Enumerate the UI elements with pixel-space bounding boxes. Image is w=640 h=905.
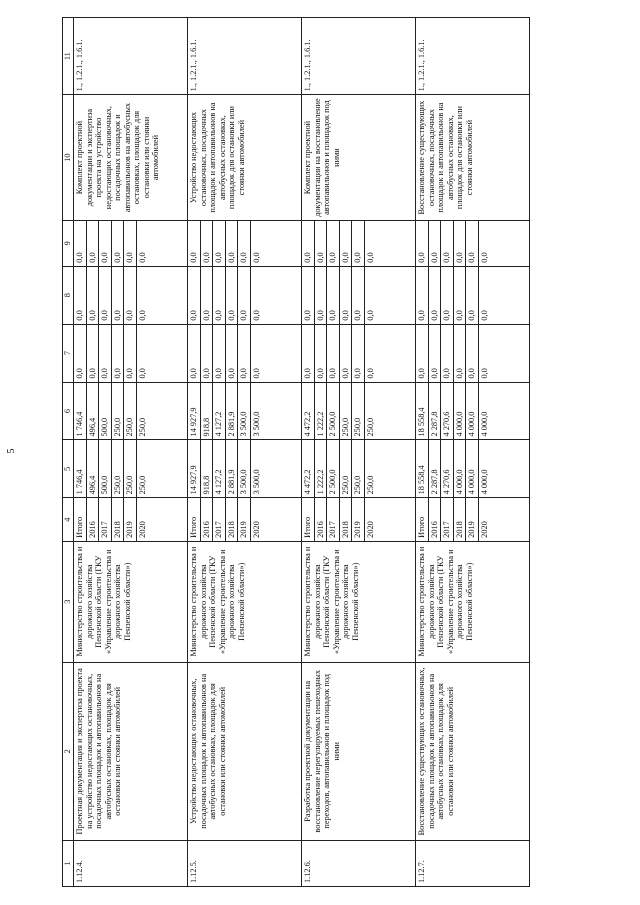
local-budget-value: 0,0 (454, 267, 467, 324)
year-list-value: 2020 (365, 521, 375, 538)
extra-budget-value: 0,0 (315, 221, 328, 266)
regional-budget-value: 4 000,0 (454, 383, 467, 440)
extra-budget-value: 0,0 (112, 221, 125, 266)
total-funding-value: 18 558,4 (416, 440, 429, 497)
header-col-4: 4 (63, 498, 74, 541)
regional-budget-value: 4 270,6 (441, 383, 454, 440)
header-col-10: 10 (63, 95, 74, 221)
header-col-6: 6 (63, 382, 74, 440)
federal-budget (188, 324, 302, 382)
total-funding-value: 4 000,0 (479, 469, 489, 495)
executor-cell: Министерство строительства и дорожного хозяйства Пензенской области (ГКУ «Управление строительства и дорожного хозяйства Пензенской области») (416, 541, 530, 662)
federal-budget-value: 0,0 (87, 325, 100, 382)
federal-budget-value: 0,0 (251, 368, 261, 379)
local-budget-value: 0,0 (124, 267, 137, 324)
regional-budget-value: 3 500,0 (251, 411, 261, 437)
local-budget-value: 0,0 (99, 267, 112, 324)
measure-name: Устройство недостающих остановочных, посадочных площадок и автопавильонов на автобусных остановках, площадок для остановки или стоянки автомобилей (188, 662, 302, 841)
header-col-8: 8 (63, 266, 74, 324)
total-funding-value: 2 881,9 (226, 440, 239, 497)
federal-budget-value: 0,0 (327, 325, 340, 382)
year-list-value: Итого (188, 498, 201, 540)
indicator-ref: 1., 1.2.1., 1.6.1. (416, 18, 530, 95)
program-table (62, 17, 530, 887)
expected-result: Восстановление существующих остановочных, посадочных площадок и автопавильонов на автобусных остановках, площадок для остановки или стоянки автомобилей (416, 95, 530, 221)
extra-budget-value: 0,0 (441, 221, 454, 266)
total-funding-value: 3 500,0 (238, 440, 251, 497)
year-list-value: 2016 (87, 498, 100, 540)
year-list-value: 2020 (137, 521, 147, 538)
row-number: 1.12.7. (416, 841, 530, 887)
extra-budget-value: 0,0 (466, 221, 479, 266)
total-funding-value: 3 500,0 (251, 469, 261, 495)
measure-name: Разработка проектной документации на восстановление нерегулируемых пешеходных переходов, автопавильонов и площадок под ними (302, 662, 416, 841)
year-list-value: 2018 (226, 498, 239, 540)
extra-budget-value: 0,0 (238, 221, 251, 266)
extra-budget (302, 220, 416, 266)
total-funding-value: 4 127,2 (213, 440, 226, 497)
year-list-value: 2017 (327, 498, 340, 540)
header-col-3: 3 (63, 541, 74, 662)
local-budget-value: 0,0 (238, 267, 251, 324)
document-sheet (40, 0, 640, 883)
indicator-ref: 1., 1.2.1., 1.6.1. (74, 18, 188, 95)
indicator-ref: 1., 1.2.1., 1.6.1. (188, 18, 302, 95)
year-list-value: 2018 (340, 498, 353, 540)
year-list-value: 2020 (479, 521, 489, 538)
total-funding (74, 440, 188, 498)
federal-budget-value: 0,0 (238, 325, 251, 382)
federal-budget-value: 0,0 (99, 325, 112, 382)
rotated-page (40, 0, 640, 905)
regional-budget (416, 382, 530, 440)
total-funding-value: 500,0 (99, 440, 112, 497)
extra-budget-value: 0,0 (327, 221, 340, 266)
federal-budget-value: 0,0 (112, 325, 125, 382)
total-funding-value: 250,0 (112, 440, 125, 497)
federal-budget (74, 324, 188, 382)
year-list-value: 2016 (315, 498, 328, 540)
year-list-value: Итого (416, 498, 429, 540)
row-number: 1.12.6. (302, 841, 416, 887)
year-list-value: 2020 (251, 521, 261, 538)
total-funding (188, 440, 302, 498)
total-funding-value: 4 270,6 (441, 440, 454, 497)
regional-budget-value: 2 287,8 (429, 383, 442, 440)
extra-budget (416, 220, 530, 266)
total-funding-value: 250,0 (137, 475, 147, 495)
local-budget (416, 266, 530, 324)
local-budget-value: 0,0 (315, 267, 328, 324)
federal-budget (416, 324, 530, 382)
federal-budget (302, 324, 416, 382)
extra-budget (74, 220, 188, 266)
regional-budget-value: 496,4 (87, 383, 100, 440)
extra-budget-value: 0,0 (352, 221, 365, 266)
year-list-value: Итого (302, 498, 315, 540)
page-number: 5 (6, 448, 17, 454)
local-budget-value: 0,0 (112, 267, 125, 324)
local-budget-value: 0,0 (479, 310, 489, 321)
regional-budget-value: 4 000,0 (479, 411, 489, 437)
federal-budget-value: 0,0 (416, 325, 429, 382)
extra-budget-value: 0,0 (188, 221, 201, 266)
federal-budget-value: 0,0 (315, 325, 328, 382)
regional-budget-value: 18 558,4 (416, 383, 429, 440)
table-row (74, 18, 188, 887)
local-budget-value: 0,0 (226, 267, 239, 324)
extra-budget-value: 0,0 (454, 221, 467, 266)
regional-budget-value: 4 000,0 (466, 383, 479, 440)
regional-budget-value: 250,0 (137, 417, 147, 437)
federal-budget-value: 0,0 (454, 325, 467, 382)
year-list-value: 2019 (352, 498, 365, 540)
federal-budget-value: 0,0 (226, 325, 239, 382)
local-budget-value: 0,0 (441, 267, 454, 324)
total-funding-value: 250,0 (340, 440, 353, 497)
total-funding-value: 4 472,2 (302, 440, 315, 497)
regional-budget-value: 2 881,9 (226, 383, 239, 440)
local-budget-value: 0,0 (340, 267, 353, 324)
regional-budget-value: 250,0 (340, 383, 353, 440)
local-budget-value: 0,0 (137, 310, 147, 321)
regional-budget (302, 382, 416, 440)
total-funding-value: 250,0 (124, 440, 137, 497)
local-budget-value: 0,0 (352, 267, 365, 324)
year-list-value: Итого (74, 498, 87, 540)
local-budget-value: 0,0 (251, 310, 261, 321)
regional-budget-value: 4 472,2 (302, 383, 315, 440)
regional-budget-value: 2 500,0 (327, 383, 340, 440)
header-col-7: 7 (63, 324, 74, 382)
regional-budget-value: 250,0 (365, 417, 375, 437)
extra-budget-value: 0,0 (99, 221, 112, 266)
year-list-value: 2017 (441, 498, 454, 540)
regional-budget-value: 918,8 (201, 383, 214, 440)
extra-budget-value: 0,0 (416, 221, 429, 266)
year-list-value: 2016 (429, 498, 442, 540)
year-list (302, 498, 416, 541)
federal-budget-value: 0,0 (479, 368, 489, 379)
extra-budget-value: 0,0 (479, 252, 489, 263)
extra-budget-value: 0,0 (226, 221, 239, 266)
total-funding-value: 250,0 (352, 440, 365, 497)
regional-budget-value: 250,0 (352, 383, 365, 440)
local-budget-value: 0,0 (466, 267, 479, 324)
header-col-5: 5 (63, 440, 74, 498)
federal-budget-value: 0,0 (124, 325, 137, 382)
local-budget-value: 0,0 (302, 267, 315, 324)
regional-budget-value: 1 746,4 (74, 383, 87, 440)
year-list (74, 498, 188, 541)
row-number: 1.12.5. (188, 841, 302, 887)
year-list-value: 2019 (466, 498, 479, 540)
table-row (188, 18, 302, 887)
regional-budget-value: 250,0 (124, 383, 137, 440)
extra-budget (188, 220, 302, 266)
year-list-value: 2018 (112, 498, 125, 540)
local-budget-value: 0,0 (87, 267, 100, 324)
federal-budget-value: 0,0 (201, 325, 214, 382)
regional-budget-value: 500,0 (99, 383, 112, 440)
total-funding-value: 496,4 (87, 440, 100, 497)
regional-budget (74, 382, 188, 440)
extra-budget-value: 0,0 (429, 221, 442, 266)
total-funding-value: 4 000,0 (454, 440, 467, 497)
year-list (188, 498, 302, 541)
total-funding-value: 4 000,0 (466, 440, 479, 497)
row-number: 1.12.4. (74, 841, 188, 887)
measure-name: Восстановление существующих остановочных, посадочных площадок и автопавильонов на автобусных остановках, площадок для остановки или стоянки автомобилей (416, 662, 530, 841)
local-budget-value: 0,0 (74, 267, 87, 324)
local-budget-value: 0,0 (365, 310, 375, 321)
extra-budget-value: 0,0 (137, 252, 147, 263)
federal-budget-value: 0,0 (340, 325, 353, 382)
table-row (302, 18, 416, 887)
total-funding (416, 440, 530, 498)
extra-budget-value: 0,0 (74, 221, 87, 266)
local-budget-value: 0,0 (201, 267, 214, 324)
federal-budget-value: 0,0 (429, 325, 442, 382)
federal-budget-value: 0,0 (302, 325, 315, 382)
federal-budget-value: 0,0 (137, 368, 147, 379)
federal-budget-value: 0,0 (213, 325, 226, 382)
year-list-value: 2017 (99, 498, 112, 540)
extra-budget-value: 0,0 (251, 252, 261, 263)
regional-budget-value: 3 500,0 (238, 383, 251, 440)
measure-name: Проектная документация и экспертиза проекта на устройство недостающих остановочных, посадочных площадок и автопавильонов на автобусных остановках, площадок для остановки или стоянки автомобилей (74, 662, 188, 841)
header-row (63, 18, 74, 887)
header-col-9: 9 (63, 220, 74, 266)
extra-budget-value: 0,0 (87, 221, 100, 266)
total-funding-value: 2 500,0 (327, 440, 340, 497)
executor-cell: Министерство строительства и дорожного хозяйства Пензенской области (ГКУ «Управление строительства и дорожного хозяйства Пензенской области») (74, 541, 188, 662)
total-funding-value: 250,0 (365, 475, 375, 495)
local-budget-value: 0,0 (213, 267, 226, 324)
regional-budget-value: 4 127,2 (213, 383, 226, 440)
expected-result: Устройство недостающих остановочных, посадочных площадок и автопавильонов на автобусных остановках, площадок для остановки или стоянки автомобилей (188, 95, 302, 221)
federal-budget-value: 0,0 (188, 325, 201, 382)
table-body (74, 18, 530, 887)
federal-budget-value: 0,0 (74, 325, 87, 382)
federal-budget-value: 0,0 (441, 325, 454, 382)
federal-budget-value: 0,0 (365, 368, 375, 379)
total-funding-value: 918,8 (201, 440, 214, 497)
extra-budget-value: 0,0 (213, 221, 226, 266)
total-funding (302, 440, 416, 498)
local-budget-value: 0,0 (416, 267, 429, 324)
federal-budget-value: 0,0 (352, 325, 365, 382)
year-list-value: 2018 (454, 498, 467, 540)
local-budget-value: 0,0 (188, 267, 201, 324)
year-list-value: 2019 (238, 498, 251, 540)
extra-budget-value: 0,0 (201, 221, 214, 266)
expected-result: Комплект проектной документации на восстановление автопавильонов и площадок под ними (302, 95, 416, 221)
regional-budget-value: 14 927,9 (188, 383, 201, 440)
total-funding-value: 14 927,9 (188, 440, 201, 497)
year-list (416, 498, 530, 541)
total-funding-value: 2 287,8 (429, 440, 442, 497)
federal-budget-value: 0,0 (466, 325, 479, 382)
year-list-value: 2017 (213, 498, 226, 540)
regional-budget-value: 250,0 (112, 383, 125, 440)
header-col-11: 11 (63, 18, 74, 95)
extra-budget-value: 0,0 (365, 252, 375, 263)
executor-cell: Министерство строительства и дорожного хозяйства Пензенской области (ГКУ «Управление строительства и дорожного хозяйства Пензенской области») (188, 541, 302, 662)
extra-budget-value: 0,0 (124, 221, 137, 266)
header-col-2: 2 (63, 662, 74, 841)
expected-result: Комплект проектной документации и экспертиза проекта на устройство недостающих остановочных, посадочных площадок и автопавильонов на автобусных остановках, площадок для остановки или стоянки автомобилей (74, 95, 188, 221)
extra-budget-value: 0,0 (340, 221, 353, 266)
executor-cell: Министерство строительства и дорожного хозяйства Пензенской области (ГКУ «Управление строительства и дорожного хозяйства Пензенской области») (302, 541, 416, 662)
regional-budget (188, 382, 302, 440)
local-budget (302, 266, 416, 324)
indicator-ref: 1., 1.2.1., 1.6.1. (302, 18, 416, 95)
total-funding-value: 1 222,2 (315, 440, 328, 497)
local-budget (188, 266, 302, 324)
regional-budget-value: 1 222,2 (315, 383, 328, 440)
local-budget (74, 266, 188, 324)
header-col-1: 1 (63, 841, 74, 887)
extra-budget-value: 0,0 (302, 221, 315, 266)
local-budget-value: 0,0 (327, 267, 340, 324)
total-funding-value: 1 746,4 (74, 440, 87, 497)
year-list-value: 2016 (201, 498, 214, 540)
local-budget-value: 0,0 (429, 267, 442, 324)
year-list-value: 2019 (124, 498, 137, 540)
table-row (416, 18, 530, 887)
